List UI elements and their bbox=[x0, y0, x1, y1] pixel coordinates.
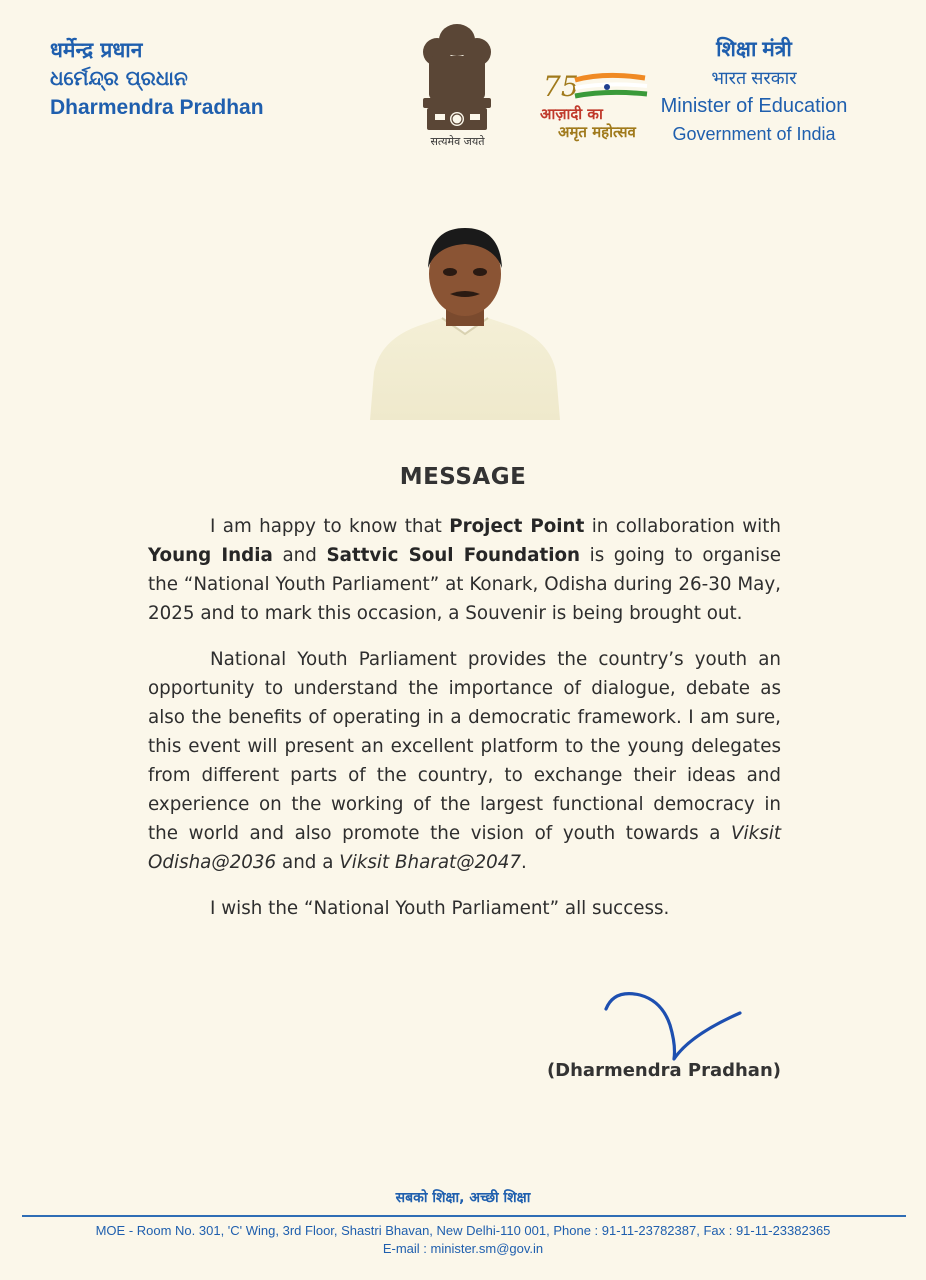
national-emblem-icon bbox=[415, 18, 500, 153]
footer-email: E-mail : minister.sm@gov.in bbox=[382, 1241, 544, 1256]
p2-text: National Youth Parliament provides the country’s youth an opportunity to understand the importance of dialogue, debate as also the benefits of operating in a democratic framework. I am sure, this event will present an excellent platform to the young delegates from different parts of the country, to exchange their ideas and experience on the working of the largest functional democracy in the world and also promote the vision of youth towards a bbox=[148, 649, 781, 844]
p2-text: . bbox=[521, 852, 527, 873]
title-english: Minister of Education bbox=[660, 95, 848, 117]
footer-address-block bbox=[0, 1222, 926, 1258]
name-hindi: धर्मेन्द्र प्रधान bbox=[50, 38, 143, 62]
minister-name-block bbox=[50, 36, 264, 124]
viksit-bharat: Viksit Bharat@2047 bbox=[339, 852, 522, 873]
message-heading: MESSAGE bbox=[399, 464, 527, 490]
footer-divider bbox=[22, 1215, 906, 1217]
closing-line: I wish the “National Youth Parliament” all success. bbox=[210, 898, 670, 919]
org-project-point: Project Point bbox=[449, 516, 585, 537]
ministry-block bbox=[624, 36, 884, 148]
signature-mark bbox=[600, 985, 745, 1065]
message-paragraph-1 bbox=[148, 512, 781, 628]
name-odia: ଧର୍ମେନ୍ଦ୍ର ପ୍ରଧାନ bbox=[50, 66, 188, 90]
p2-text: and a bbox=[276, 852, 340, 873]
signatory-name: (Dharmendra Pradhan) bbox=[546, 1060, 781, 1081]
message-body bbox=[148, 512, 781, 923]
title-hindi: शिक्षा मंत्री bbox=[716, 38, 792, 61]
name-english: Dharmendra Pradhan bbox=[50, 96, 264, 119]
footer-motto: सबको शिक्षा, अच्छी शिक्षा bbox=[395, 1190, 531, 1206]
message-paragraph-2 bbox=[148, 645, 781, 877]
minister-portrait bbox=[370, 222, 560, 420]
p1-text: in collaboration with bbox=[584, 516, 781, 537]
footer-address: MOE - Room No. 301, 'C' Wing, 3rd Floor, Shastri Bhavan, New Delhi-110 001, Phone : 91-11-23782387, Fax : 91-11-23382365 bbox=[95, 1223, 831, 1238]
govt-english: Government of India bbox=[672, 124, 836, 144]
org-young-india: Young India bbox=[148, 545, 273, 566]
azadi-text-line2: अमृत महोत्सव bbox=[558, 123, 636, 141]
p1-text: is going to organise the “National Youth Parliament” at Konark, Odisha during 26-30 May, 2025 and to mark this occasion, a Souvenir is being brought out. bbox=[148, 545, 781, 624]
emblem-motto: सत्यमेव जयते bbox=[430, 135, 485, 148]
p1-text: I am happy to know that bbox=[210, 516, 450, 537]
viksit-odisha: Viksit Odisha@2036 bbox=[148, 823, 781, 873]
org-sattvic-soul: Sattvic Soul Foundation bbox=[326, 545, 581, 566]
azadi-text-line1: आज़ादी का bbox=[540, 105, 603, 123]
govt-hindi: भारत सरकार bbox=[711, 68, 797, 88]
svg-text:75: 75 bbox=[543, 70, 579, 103]
p1-text: and bbox=[272, 545, 327, 566]
